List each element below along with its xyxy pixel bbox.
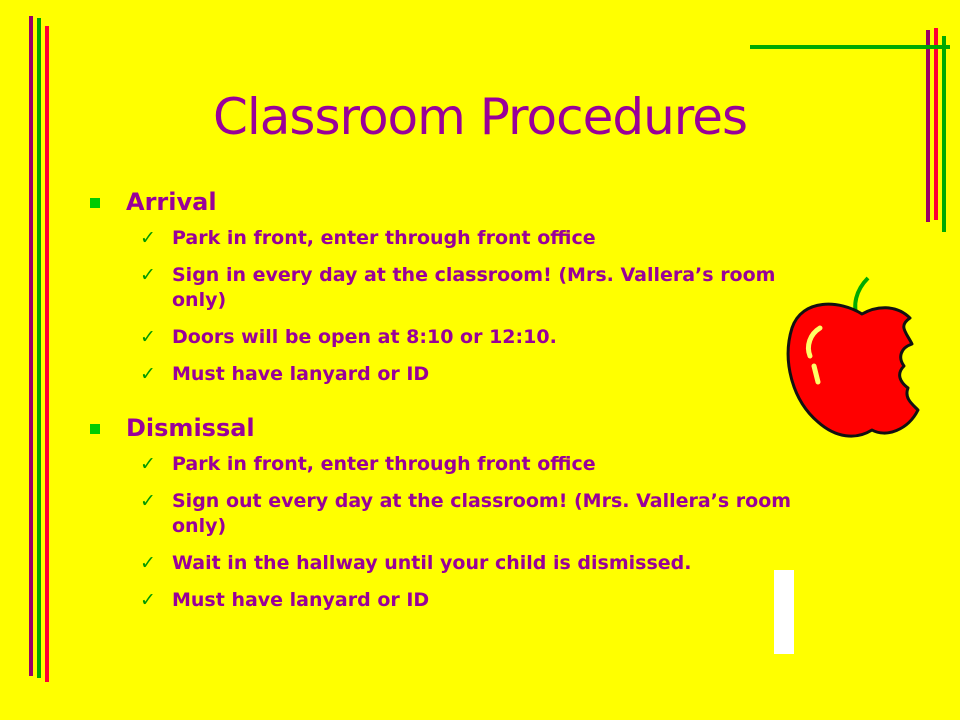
frame-line-top-green (750, 45, 950, 49)
list-item (136, 588, 836, 613)
list-item-text: Park in front, enter through front office (172, 227, 596, 249)
list-item-text: Must have lanyard or ID (172, 363, 430, 385)
list-item (136, 551, 836, 576)
list-item-text: Wait in the hallway until your child is dismissed. (172, 552, 692, 574)
list-item-text: Park in front, enter through front office (172, 453, 596, 475)
square-bullet-icon (90, 424, 100, 434)
checkmark-icon: ✓ (140, 326, 156, 348)
section-heading: Arrival (126, 188, 217, 216)
list-item (136, 325, 836, 350)
list-item (136, 362, 836, 387)
checkmark-icon: ✓ (140, 589, 156, 611)
list-item (136, 452, 836, 477)
checkmark-icon: ✓ (140, 264, 156, 286)
square-bullet-icon (90, 198, 100, 208)
checkmark-icon: ✓ (140, 453, 156, 475)
checkmark-icon: ✓ (140, 552, 156, 574)
list-item-text: Sign in every day at the classroom! (Mrs. Vallera’s room only) (172, 264, 776, 311)
list-item (136, 263, 812, 313)
list-item (136, 226, 836, 251)
section-heading: Dismissal (126, 414, 255, 442)
checkmark-icon: ✓ (140, 227, 156, 249)
slide-title: Classroom Procedures (212, 88, 748, 146)
item-list (136, 226, 836, 399)
apple-icon (780, 270, 940, 445)
white-bar (774, 570, 794, 654)
item-list (136, 452, 836, 625)
checkmark-icon: ✓ (140, 363, 156, 385)
list-item-text: Doors will be open at 8:10 or 12:10. (172, 326, 557, 348)
checkmark-icon: ✓ (140, 490, 156, 512)
list-item (136, 489, 832, 539)
list-item-text: Must have lanyard or ID (172, 589, 430, 611)
list-item-text: Sign out every day at the classroom! (Mrs. Vallera’s room only) (172, 490, 792, 537)
